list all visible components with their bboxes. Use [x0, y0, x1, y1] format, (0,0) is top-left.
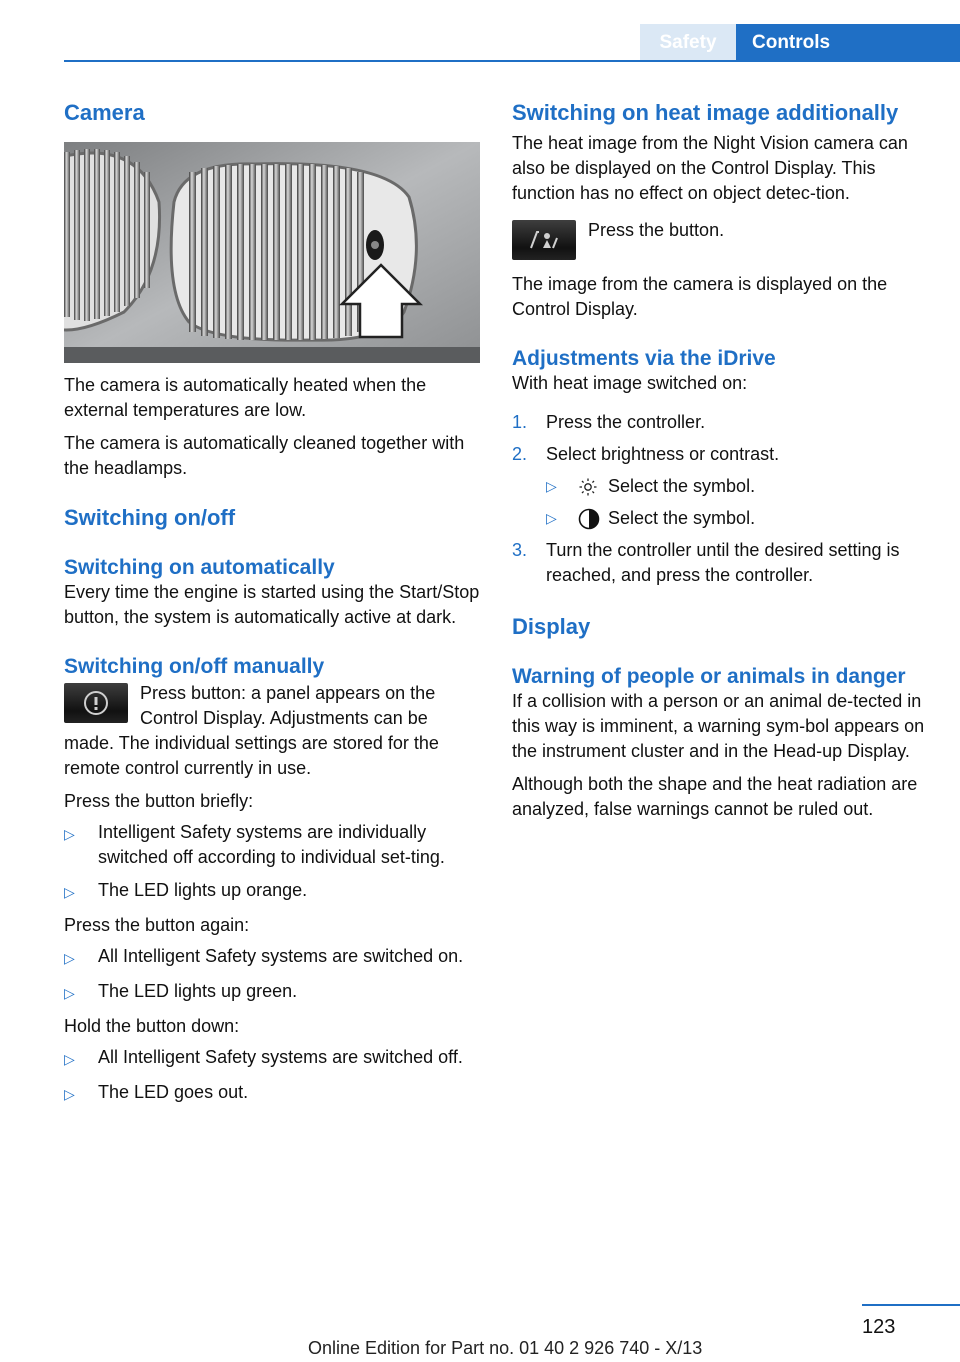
switching-heading: Switching on/off — [64, 505, 236, 530]
list-item: ▷ All Intelligent Safety systems are switched off. — [64, 1045, 482, 1072]
auto-heading: Switching on automatically — [64, 556, 335, 579]
press-button-text: Press the button. — [588, 220, 725, 240]
bullet-marker: ▷ — [64, 826, 75, 842]
bullet-marker: ▷ — [546, 478, 557, 494]
display-heading: Display — [512, 614, 591, 639]
footer-rule — [862, 1304, 960, 1306]
page-number: 123 — [862, 1316, 896, 1338]
camera-heading: Camera — [64, 100, 145, 125]
night-vision-button-image — [512, 220, 576, 260]
step-number: 3. — [512, 540, 528, 560]
step-number: 1. — [512, 412, 528, 432]
brightness-icon — [578, 477, 604, 497]
heat-image-paragraph: The heat image from the Night Vision camera can also be displayed on the Control Display. This function has no effect on object detec-tion. — [512, 133, 908, 203]
hold-label: Hold the button down: — [64, 1016, 240, 1036]
intelligent-safety-icon — [82, 689, 110, 717]
warning-paragraph-2: Although both the shape and the heat radiation are analyzed, false warnings cannot be ruled out. — [512, 774, 918, 819]
warning-paragraph-1: If a collision with a person or an animal de-tected in this way is imminent, a warning sym-bol appears on the instrument cluster and in the Head-up Display. — [512, 691, 925, 761]
right-column — [512, 100, 932, 822]
sub-list-item: ▷ Select the symbol. — [512, 506, 932, 531]
list-item: ▷ The LED lights up orange. — [64, 878, 482, 905]
manual-paragraph: Press button: a panel appears on the Control Display. Adjustments can be made. The individual settings are stored for the remote control currently in use. — [64, 683, 439, 778]
camera-paragraph-1: The camera is automatically heated when the external temperatures are low. — [64, 375, 427, 420]
step-number: 2. — [512, 444, 528, 464]
footer-edition: Online Edition for Part no. 01 40 2 926 740 - X/13 — [308, 1338, 703, 1358]
warning-heading: Warning of people or animals in danger — [512, 665, 906, 688]
auto-paragraph: Every time the engine is started using the Start/Stop button, the system is automatically active at dark. — [64, 582, 480, 627]
bullet-marker: ▷ — [64, 950, 75, 966]
sub-list-item: ▷ Select the symbol. — [512, 474, 932, 499]
step-item: 1. Press the controller. — [512, 410, 932, 435]
bullet-marker: ▷ — [64, 884, 75, 900]
step-item: 3. Turn the controller until the desired setting is reached, and press the controller. — [512, 538, 932, 588]
header-chapter-tab: Controls — [736, 24, 960, 62]
bullet-marker: ▷ — [64, 1086, 75, 1102]
intelligent-safety-button-image — [64, 683, 128, 723]
night-vision-icon — [527, 228, 561, 252]
camera-grille-photo — [64, 142, 480, 363]
list-item: ▷ Intelligent Safety systems are individually switched off according to individual set-ting. — [64, 820, 482, 870]
list-item: ▷ All Intelligent Safety systems are switched on. — [64, 944, 482, 971]
list-item: ▷ The LED goes out. — [64, 1080, 482, 1107]
header-section-tab: Safety — [640, 24, 736, 62]
again-label: Press the button again: — [64, 915, 250, 935]
left-column — [64, 100, 482, 1107]
manual-heading: Switching on/off manually — [64, 655, 325, 678]
header-rule — [64, 60, 960, 62]
heat-image-heading: Switching on heat image additionally — [512, 100, 899, 125]
bullet-marker: ▷ — [64, 1051, 75, 1067]
bullet-marker: ▷ — [546, 510, 557, 526]
contrast-icon — [578, 508, 604, 530]
camera-paragraph-2: The camera is automatically cleaned together with the headlamps. — [64, 433, 465, 478]
idrive-intro: With heat image switched on: — [512, 373, 748, 393]
manual-block — [64, 681, 482, 781]
night-vision-button-row — [512, 218, 932, 260]
step-item: 2. Select brightness or contrast. — [512, 442, 932, 467]
bullet-marker: ▷ — [64, 985, 75, 1001]
idrive-heading: Adjustments via the iDrive — [512, 347, 776, 370]
list-item: ▷ The LED lights up green. — [64, 979, 482, 1006]
camera-image-paragraph: The image from the camera is displayed on the Control Display. — [512, 274, 888, 319]
briefly-label: Press the button briefly: — [64, 791, 254, 811]
